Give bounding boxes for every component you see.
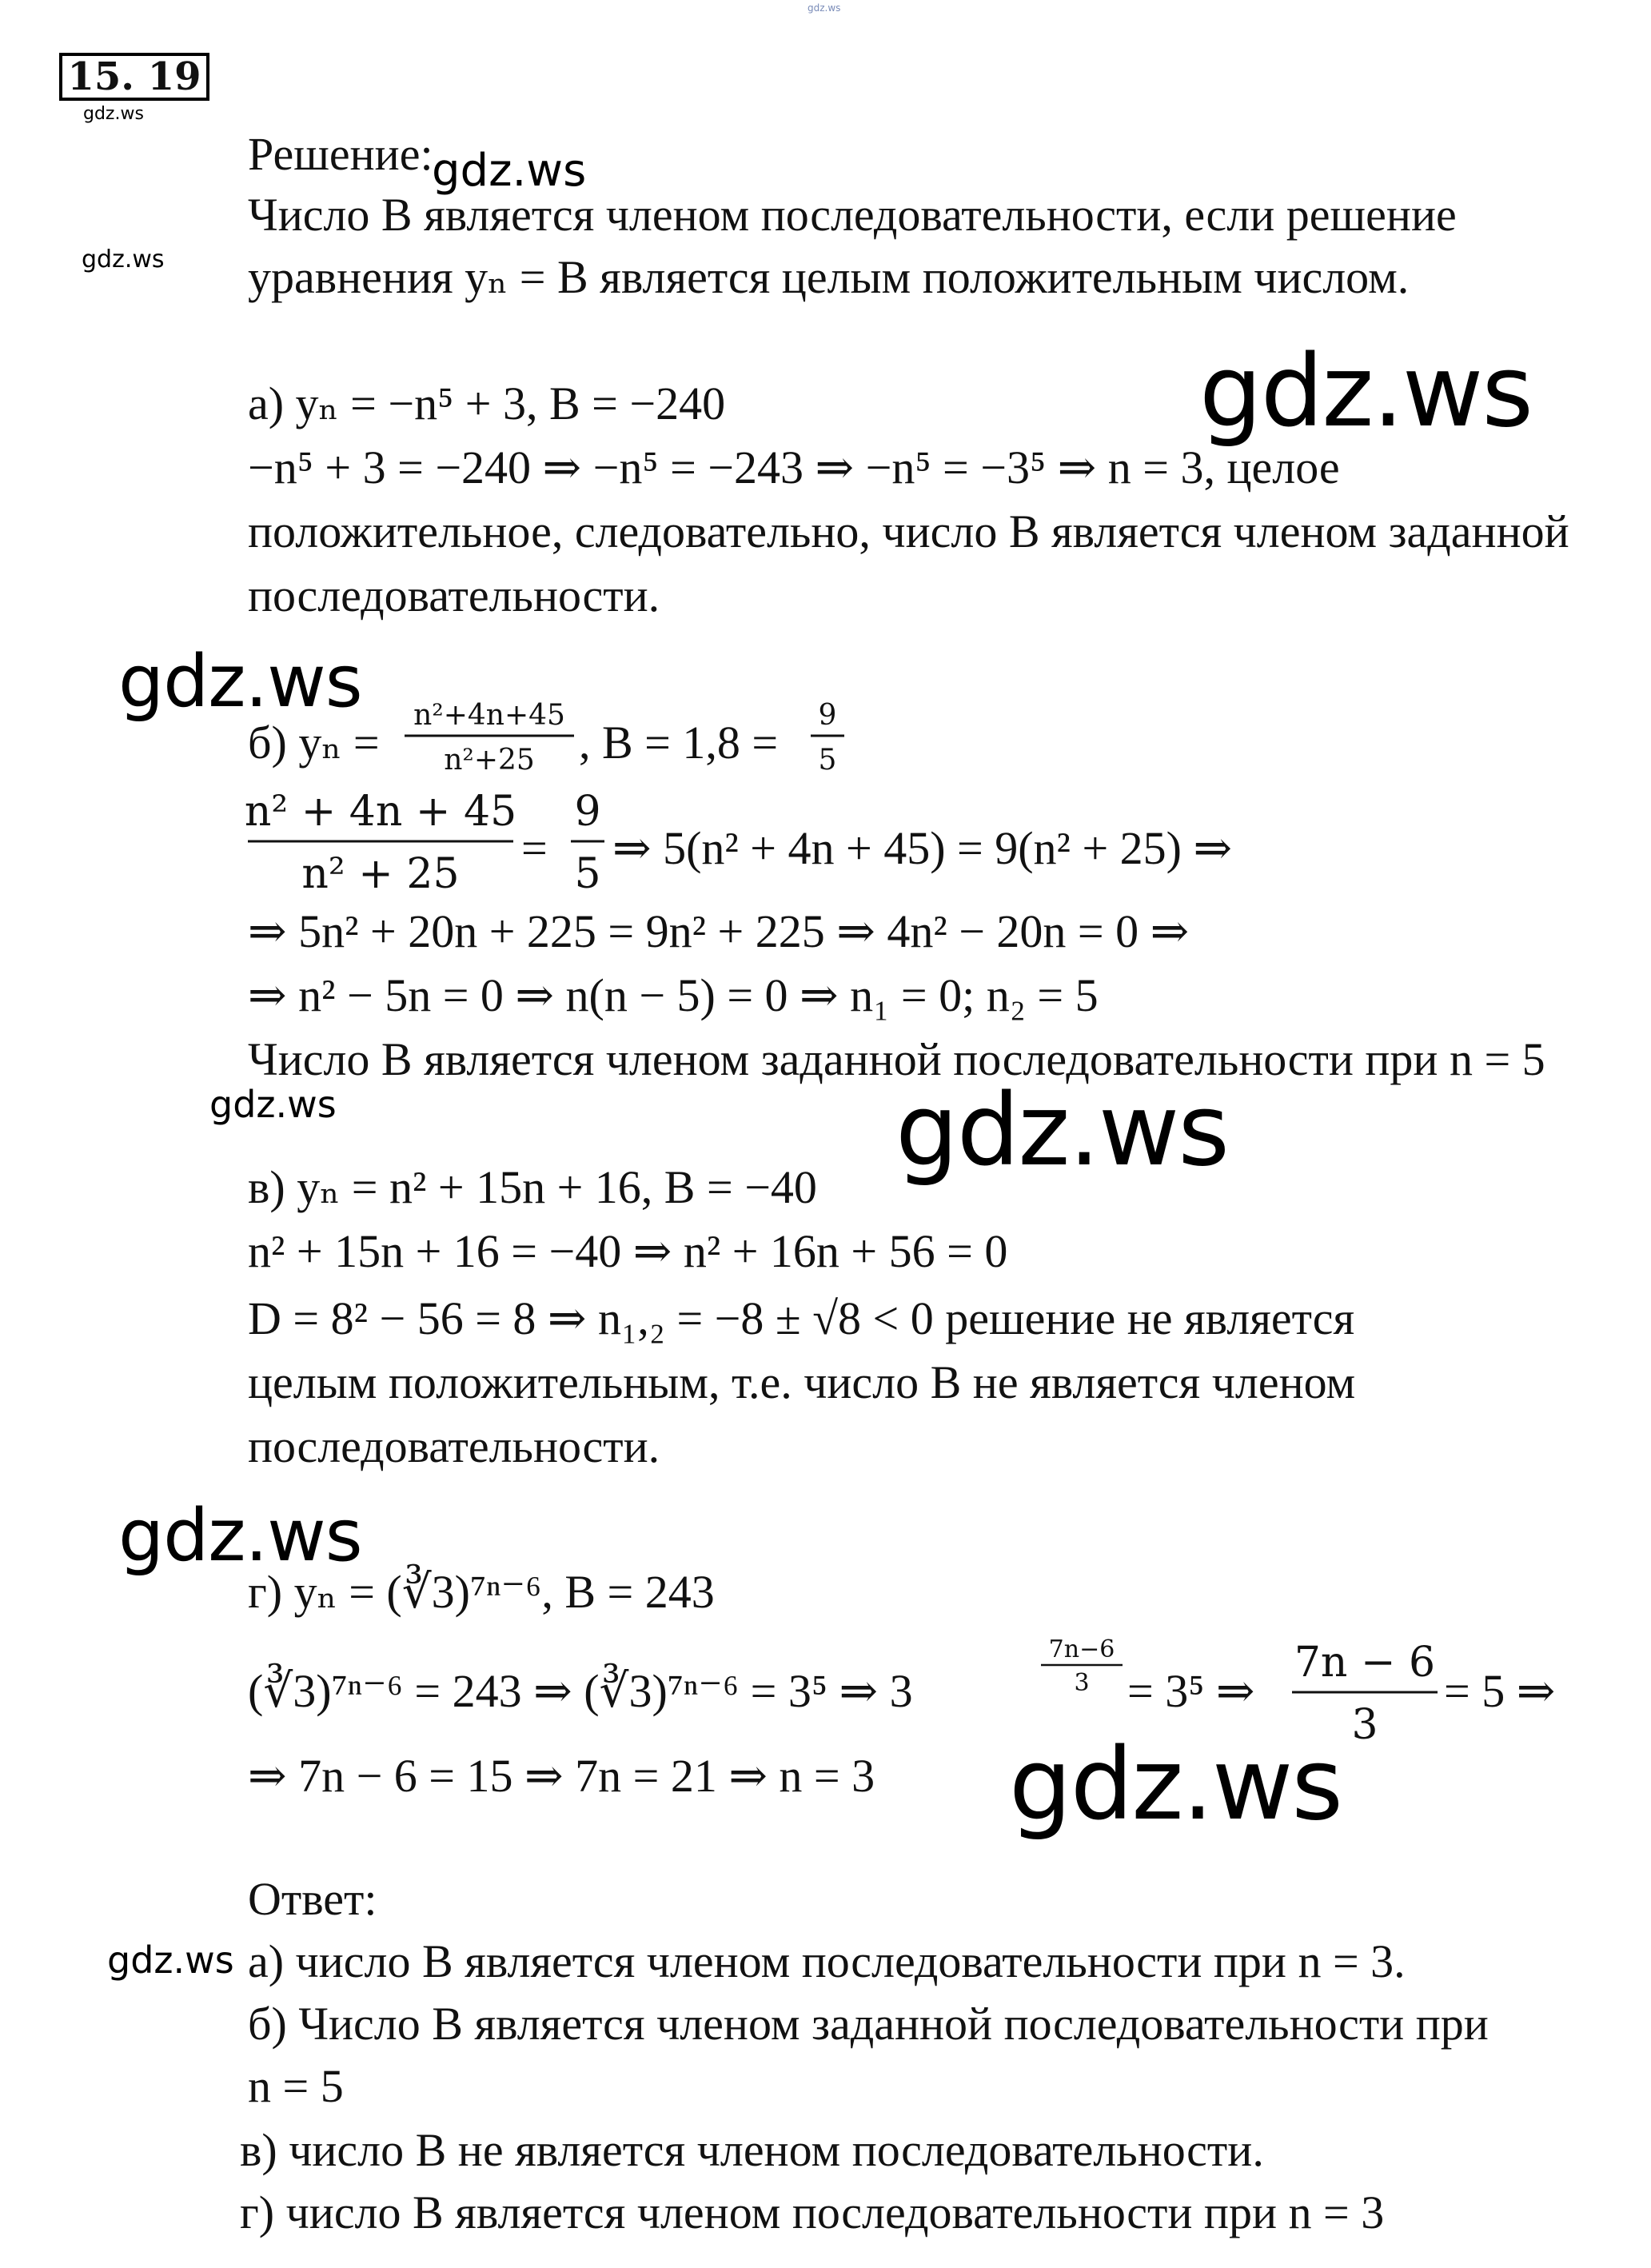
answer-g: г) число В является членом последовательности при n = 3 [240,2186,1385,2238]
part-b-line-2-rest: ⇒ 5(n² + 4n + 45) = 9(n² + 25) ⇒ [612,822,1233,874]
solution-heading: Решение: [248,128,433,180]
part-b-big-fraction-9-5 [568,781,608,900]
watermark-under-number: gdz.ws [83,104,144,124]
part-g-line-2-b: = 3⁵ ⇒ [1127,1665,1255,1717]
part-b-big95-num: 9 [574,788,601,836]
part-b-small-frac-den: n²+25 [444,744,535,777]
part-g-exp-num: 7n−6 [1048,1635,1115,1663]
watermark-big-b: gdz.ws [118,640,362,724]
part-b-big-frac-den: n² + 25 [301,850,460,898]
part-b-big-fraction [245,781,516,900]
part-g-line-3: ⇒ 7n − 6 = 15 ⇒ 7n = 21 ⇒ n = 3 [248,1750,875,1802]
part-a-line-2: −n⁵ + 3 = −240 ⇒ −n⁵ = −243 ⇒ −n⁵ = −3⁵ ⇒ n = 3, целое [248,441,1340,493]
part-b-line-4: ⇒ n² − 5n = 0 ⇒ n(n − 5) = 0 ⇒ n₁ = 0; n₂ = 5 [248,969,1099,1021]
intro-line-2: уравнения yₙ = B является целым положительным числом. [248,251,1410,303]
part-g-fraction [1289,1631,1441,1751]
watermark-after-solution: gdz.ws [432,145,587,197]
part-b-big95-den: 5 [574,850,601,898]
part-b-95-num: 9 [818,699,837,732]
part-g-frac-num: 7n − 6 [1294,1639,1436,1687]
part-g-line-2-c: = 5 ⇒ [1444,1665,1556,1717]
part-b-big-frac-num: n² + 4n + 45 [244,788,517,836]
part-b-eq-sign: = [521,822,548,874]
part-v-line-3: D = 8² − 56 = 8 ⇒ n₁,₂ = −8 ± √8 < 0 решение не является [248,1292,1355,1344]
part-b-line-1-mid: , B = 1,8 = [579,717,779,769]
part-v-line-4: целым положительным, т.е. число В не является членом [248,1356,1356,1408]
part-g-line-2-a: (∛3)⁷ⁿ⁻⁶ = 243 ⇒ (∛3)⁷ⁿ⁻⁶ = 3⁵ ⇒ 3 [248,1665,913,1717]
answer-v: в) число В не является членом последовательности. [240,2124,1264,2176]
watermark-big-g-right: gdz.ws [1009,1727,1342,1843]
part-v-line-5: последовательности. [248,1420,660,1472]
part-b-line-3: ⇒ 5n² + 20n + 225 = 9n² + 225 ⇒ 4n² − 20n = 0 ⇒ [248,905,1190,957]
watermark-big-g-left: gdz.ws [118,1494,362,1578]
answer-b-line-2: n = 5 [248,2060,344,2112]
watermark-big-v: gdz.ws [895,1073,1228,1188]
part-a-line-3: положительное, следовательно, число В является членом заданной [248,505,1569,557]
answer-b-line-1: б) Число В является членом заданной последовательности при [248,1998,1489,2050]
watermark-answer: gdz.ws [107,1939,234,1982]
watermark-mid-v: gdz.ws [209,1083,337,1126]
part-b-small-fraction [401,693,577,781]
part-a-line-1: а) yₙ = −n⁵ + 3, B = −240 [248,377,726,429]
part-b-line-1-prefix: б) yₙ = [248,717,380,769]
part-v-line-1: в) yₙ = n² + 15n + 16, B = −40 [248,1161,817,1213]
part-g-exponent-fraction [1038,1631,1126,1695]
part-b-fraction-9-5 [808,693,847,781]
intro-line-1: Число В является членом последовательности, если решение [248,189,1457,241]
part-b-line-5: Число В является членом заданной последовательности при n = 5 [248,1033,1545,1085]
part-v-line-2: n² + 15n + 16 = −40 ⇒ n² + 16n + 56 = 0 [248,1225,1008,1277]
watermark-top: gdz.ws [808,2,841,14]
answer-heading: Ответ: [248,1873,377,1925]
part-g-exp-den: 3 [1074,1669,1090,1697]
part-g-line-1: г) yₙ = (∛3)⁷ⁿ⁻⁶, B = 243 [248,1566,715,1618]
part-g-frac-den: 3 [1351,1701,1378,1749]
part-a-line-4: последовательности. [248,569,660,621]
part-b-small-frac-num: n²+4n+45 [413,699,565,732]
watermark-big-a: gdz.ws [1199,334,1532,449]
part-b-95-den: 5 [818,744,837,777]
watermark-left: gdz.ws [82,246,165,274]
problem-number-box: 15. 19 [59,53,209,101]
answer-a: а) число В является членом последовательности при n = 3. [248,1935,1406,1987]
